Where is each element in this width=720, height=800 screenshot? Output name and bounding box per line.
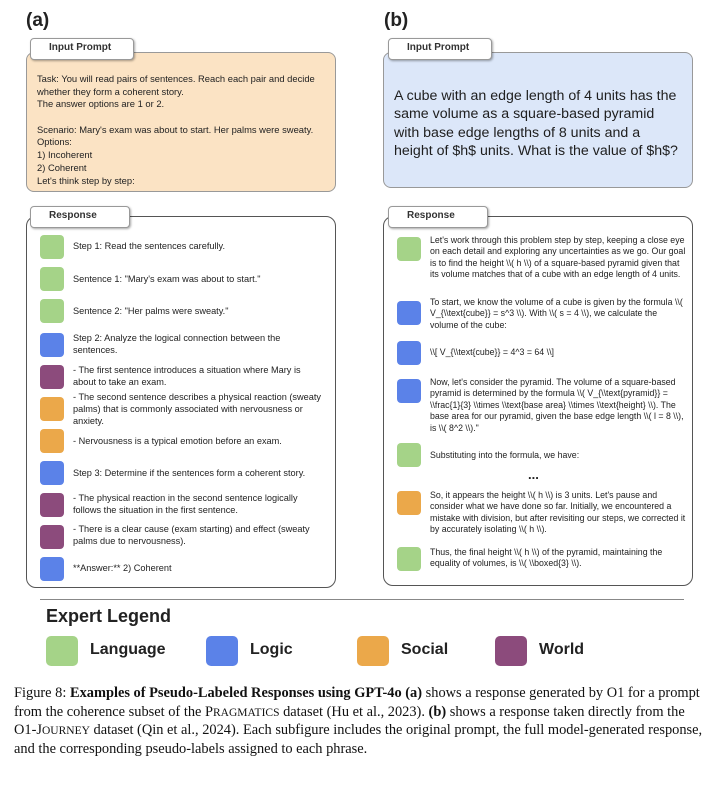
expert-square <box>397 301 421 325</box>
expert-square <box>40 397 64 421</box>
panel-b-prompt-tab: Input Prompt <box>388 38 492 60</box>
panel-b-response-tab: Response <box>388 206 488 228</box>
response-phrase: So, it appears the height \\( h \\) is 3 units. Let's pause and consider what we have done so far. Initially, we encountered a mistake with division, but after revisiting our steps, we corrected it by accurately isolating \\( h \\). <box>430 490 686 535</box>
expert-square <box>40 557 64 581</box>
legend-swatch <box>495 636 527 666</box>
panel-a-prompt-text: Task: You will read pairs of sentences. Reach each pair and decide whether they form a coherent story. The answer options are 1 or 2. Scenario: Mary's exam was about to start. Her palms were sweaty. Options: 1) Incoherent 2) Coherent Let's think step by step: <box>37 73 315 186</box>
response-phrase: Step 2: Analyze the logical connection between the sentences. <box>73 333 281 355</box>
panel-a-response-tab: Response <box>30 206 130 228</box>
expert-square <box>40 525 64 549</box>
expert-square <box>40 493 64 517</box>
caption-panel-a-ref: (a) <box>401 685 423 701</box>
response-phrase: To start, we know the volume of a cube is given by the formula \\( V_{\\text{cube}} = s^3 \\). With \\( s = 4 \\), we calculate the volume of the cube: <box>430 297 683 330</box>
response-phrase: - The physical reaction in the second sentence logically follows the situation in the first sentence. <box>73 493 298 515</box>
legend-swatch <box>206 636 238 666</box>
response-phrase: Sentence 1: "Mary's exam was about to start." <box>73 274 261 284</box>
legend-label: Social <box>401 641 449 658</box>
figure-caption <box>14 684 706 759</box>
expert-square <box>397 341 421 365</box>
panel-b-label: (b) <box>384 10 409 31</box>
expert-square <box>397 443 421 467</box>
response-phrase: Thus, the final height \\( h \\) of the pyramid, maintaining the equality of volumes, is \\( \\boxed{3} \\). <box>430 547 663 569</box>
expert-square <box>40 429 64 453</box>
legend-swatch <box>357 636 389 666</box>
response-phrase: Step 1: Read the sentences carefully. <box>73 241 226 251</box>
caption-panel-b-ref: (b) <box>428 703 447 720</box>
response-phrase: Substituting into the formula, we have: <box>430 450 580 460</box>
response-phrase: - The first sentence introduces a situation where Mary is about to take an exam. <box>73 365 301 387</box>
expert-square <box>40 235 64 259</box>
legend-label: World <box>539 641 585 658</box>
panel-b-prompt-box <box>383 52 693 188</box>
expert-square <box>40 333 64 357</box>
response-phrase: Now, let's consider the pyramid. The volume of a square-based pyramid is determined by the formula \\( V_{\\text{pyramid}} = \\frac{1}{3} \\times \\text{base area} \\times \\text{height} \\). The base area for our pyramid, given the base edge length \\( l = 8 \\), is \\( 8^2 \\)." <box>430 377 684 433</box>
caption-title: Examples of Pseudo-Labeled Responses using GPT-4o <box>69 685 402 701</box>
response-phrase: - Nervousness is a typical emotion before an exam. <box>73 436 282 446</box>
panel-a-label: (a) <box>26 10 50 31</box>
caption-smallcaps: RAGMATICS <box>213 706 280 719</box>
response-phrase: - There is a clear cause (exam starting) and effect (sweaty palms due to nervousness). <box>73 524 310 546</box>
response-phrase: - The second sentence describes a physical reaction (sweaty palms) that is commonly associated with nervousness or anxiety. <box>73 392 322 426</box>
caption-text: dataset (Qin et al., 2024). Each subfigure includes the original prompt, the full model-generated response, and the corresponding pseudo-labels assigned to each phrase. <box>14 722 703 758</box>
expert-square <box>40 365 64 389</box>
legend-label: Language <box>90 641 166 658</box>
expert-square <box>397 547 421 571</box>
panel-a-response-box <box>26 216 336 588</box>
legend-title: Expert Legend <box>46 606 172 626</box>
caption-smallcaps: OURNEY <box>41 725 90 738</box>
legend-divider <box>40 599 684 600</box>
expert-square <box>40 461 64 485</box>
response-phrase: Sentence 2: "Her palms were sweaty." <box>73 306 229 316</box>
panel-b-prompt-text: A cube with an edge length of 4 units has the same volume as a square-based pyramid with base edge lengths of 8 units and a height of $h$ units. What is the value of $h$? <box>394 88 678 160</box>
expert-square <box>40 299 64 323</box>
panel-a-prompt-tab: Input Prompt <box>30 38 134 60</box>
legend-swatch <box>46 636 78 666</box>
panel-a-prompt-box <box>26 52 336 192</box>
caption-text: dataset (Hu et al., 2023). <box>279 703 429 720</box>
response-phrase: Step 3: Determine if the sentences form a coherent story. <box>73 468 306 478</box>
expert-square <box>40 267 64 291</box>
legend-label: Logic <box>250 641 293 658</box>
expert-square <box>397 237 421 261</box>
expert-square <box>397 379 421 403</box>
caption-text: shows a response generated by O1 for a prompt from the coherence subset of the P <box>14 685 700 720</box>
caption-prefix: Figure 8: <box>14 685 70 701</box>
panel-b-response-box <box>383 216 693 586</box>
response-phrase: **Answer:** 2) Coherent <box>73 563 172 573</box>
omission-ellipsis: ... <box>528 467 539 482</box>
expert-square <box>397 491 421 515</box>
caption-text: shows a response taken directly from the O1-J <box>14 703 685 739</box>
response-phrase: \\[ V_{\\text{cube}} = 4^3 = 64 \\] <box>430 347 554 357</box>
response-phrase: Let's work through this problem step by step, keeping a close eye on each detail and exploring any uncertainties as we go. Our goal is to find the height \\( h \\) of a square-based pyramid given that its volume matches that of a cube with an edge length of 4 units. <box>430 235 686 280</box>
